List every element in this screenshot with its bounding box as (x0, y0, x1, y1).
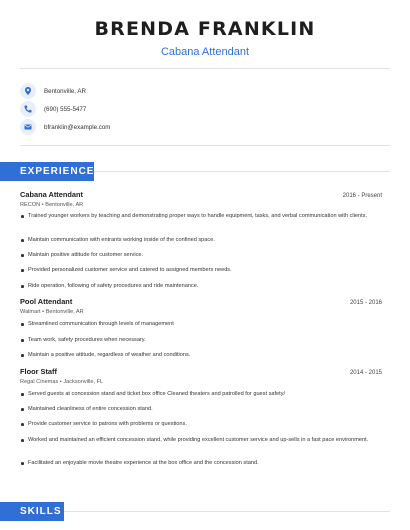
section-heading-experience-label: EXPERIENCE (20, 166, 95, 177)
job-bullets (20, 282, 370, 290)
job-title: Floor Staff (20, 367, 57, 376)
section-experience-rule (94, 171, 390, 172)
contact-list (20, 82, 86, 100)
contact-phone (20, 100, 86, 118)
job-bullet: Trained younger workers by teaching and demonstrating proper ways to handle equipment, tasks, and verbal communication with clients. (20, 212, 370, 220)
contact-list-email (20, 118, 110, 136)
job-company: Regal Cinemas (20, 379, 59, 385)
job-bullet: Provide customer service to patrons with problems or questions. (20, 420, 370, 428)
job-location: Bentonville, AR (45, 202, 84, 208)
contact-list-phone (20, 100, 86, 118)
phone-icon (20, 101, 36, 117)
job-bullet: Maintained cleanliness of entire concession stand. (20, 405, 370, 413)
job-bullet: Facilitated an enjoyable movie theatre experience at the box office and the concession stand. (20, 459, 370, 467)
job-bullets (20, 351, 370, 359)
job-bullets (20, 390, 370, 398)
job-dates: 2014 - 2015 (349, 370, 382, 376)
job-bullets (20, 266, 370, 274)
job-location: Bentonville, AR (45, 309, 84, 315)
header-divider (20, 68, 390, 69)
contact-phone-text: (690) 555-5477 (44, 105, 87, 113)
job-bullets (20, 251, 370, 259)
contact-email-text[interactable]: bfranklin@example.com (44, 123, 111, 131)
candidate-title: Cabana Attendant (160, 46, 250, 58)
job-bullets (20, 420, 370, 428)
job-bullets (20, 236, 370, 244)
section-heading-skills-label: SKILLS (20, 506, 62, 517)
job-entry (20, 297, 382, 315)
job-bullet: Streamlined communication through levels of management (20, 320, 370, 328)
job-org: Regal Cinemas • Jacksonville, FL (20, 379, 104, 385)
job-bullets (20, 336, 370, 344)
job-entry (20, 190, 382, 208)
job-bullet: Provided personalized customer service and catered to assigned members needs. (20, 266, 370, 274)
job-bullet: Team work, safety procedures when necessary. (20, 336, 370, 344)
job-bullets (20, 459, 370, 467)
job-company: RECON (20, 202, 41, 208)
section-heading-skills (0, 502, 64, 521)
job-bullet: Worked and maintained an efficient concession stand, while providing excellent customer service and up-sells in a fast pace environment. (20, 436, 370, 444)
job-entry (20, 367, 382, 385)
contact-divider (20, 145, 390, 146)
job-bullets (20, 405, 370, 413)
contact-location (20, 82, 86, 100)
job-bullet: Served guests at concession stand and ticket box office Cleaned theaters and patrolled for guest safety/ (20, 390, 370, 398)
location-pin-icon (20, 83, 36, 99)
job-location: Jacksonville, FL (63, 379, 104, 385)
job-org: RECON • Bentonville, AR (20, 202, 84, 208)
resume-header (0, 18, 410, 58)
job-bullets (20, 436, 370, 444)
candidate-name: BRENDA FRANKLIN (94, 18, 316, 40)
email-icon (20, 119, 36, 135)
job-org: Walmart • Bentonville, AR (20, 309, 84, 315)
job-bullet: Ride operation, following of safety procedures and ride maintenance. (20, 282, 370, 290)
job-bullets (20, 320, 370, 328)
contact-email[interactable] (20, 118, 110, 136)
job-title: Cabana Attendant (20, 190, 83, 199)
job-title: Pool Attendant (20, 297, 73, 306)
job-company: Walmart (20, 309, 41, 315)
job-bullets (20, 212, 370, 220)
job-bullet: Maintain a positive attitude, regardless of weather and conditions. (20, 351, 370, 359)
job-dates: 2015 - 2016 (349, 300, 382, 306)
job-dates: 2016 - Present (342, 193, 382, 199)
section-heading-experience (0, 162, 94, 181)
section-skills-rule (64, 511, 390, 512)
job-bullet: Maintain positive attitude for customer service. (20, 251, 370, 259)
contact-location-text: Bentonville, AR (44, 87, 86, 95)
job-bullet: Maintain communication with entrants working inside of the confined space. (20, 236, 370, 244)
